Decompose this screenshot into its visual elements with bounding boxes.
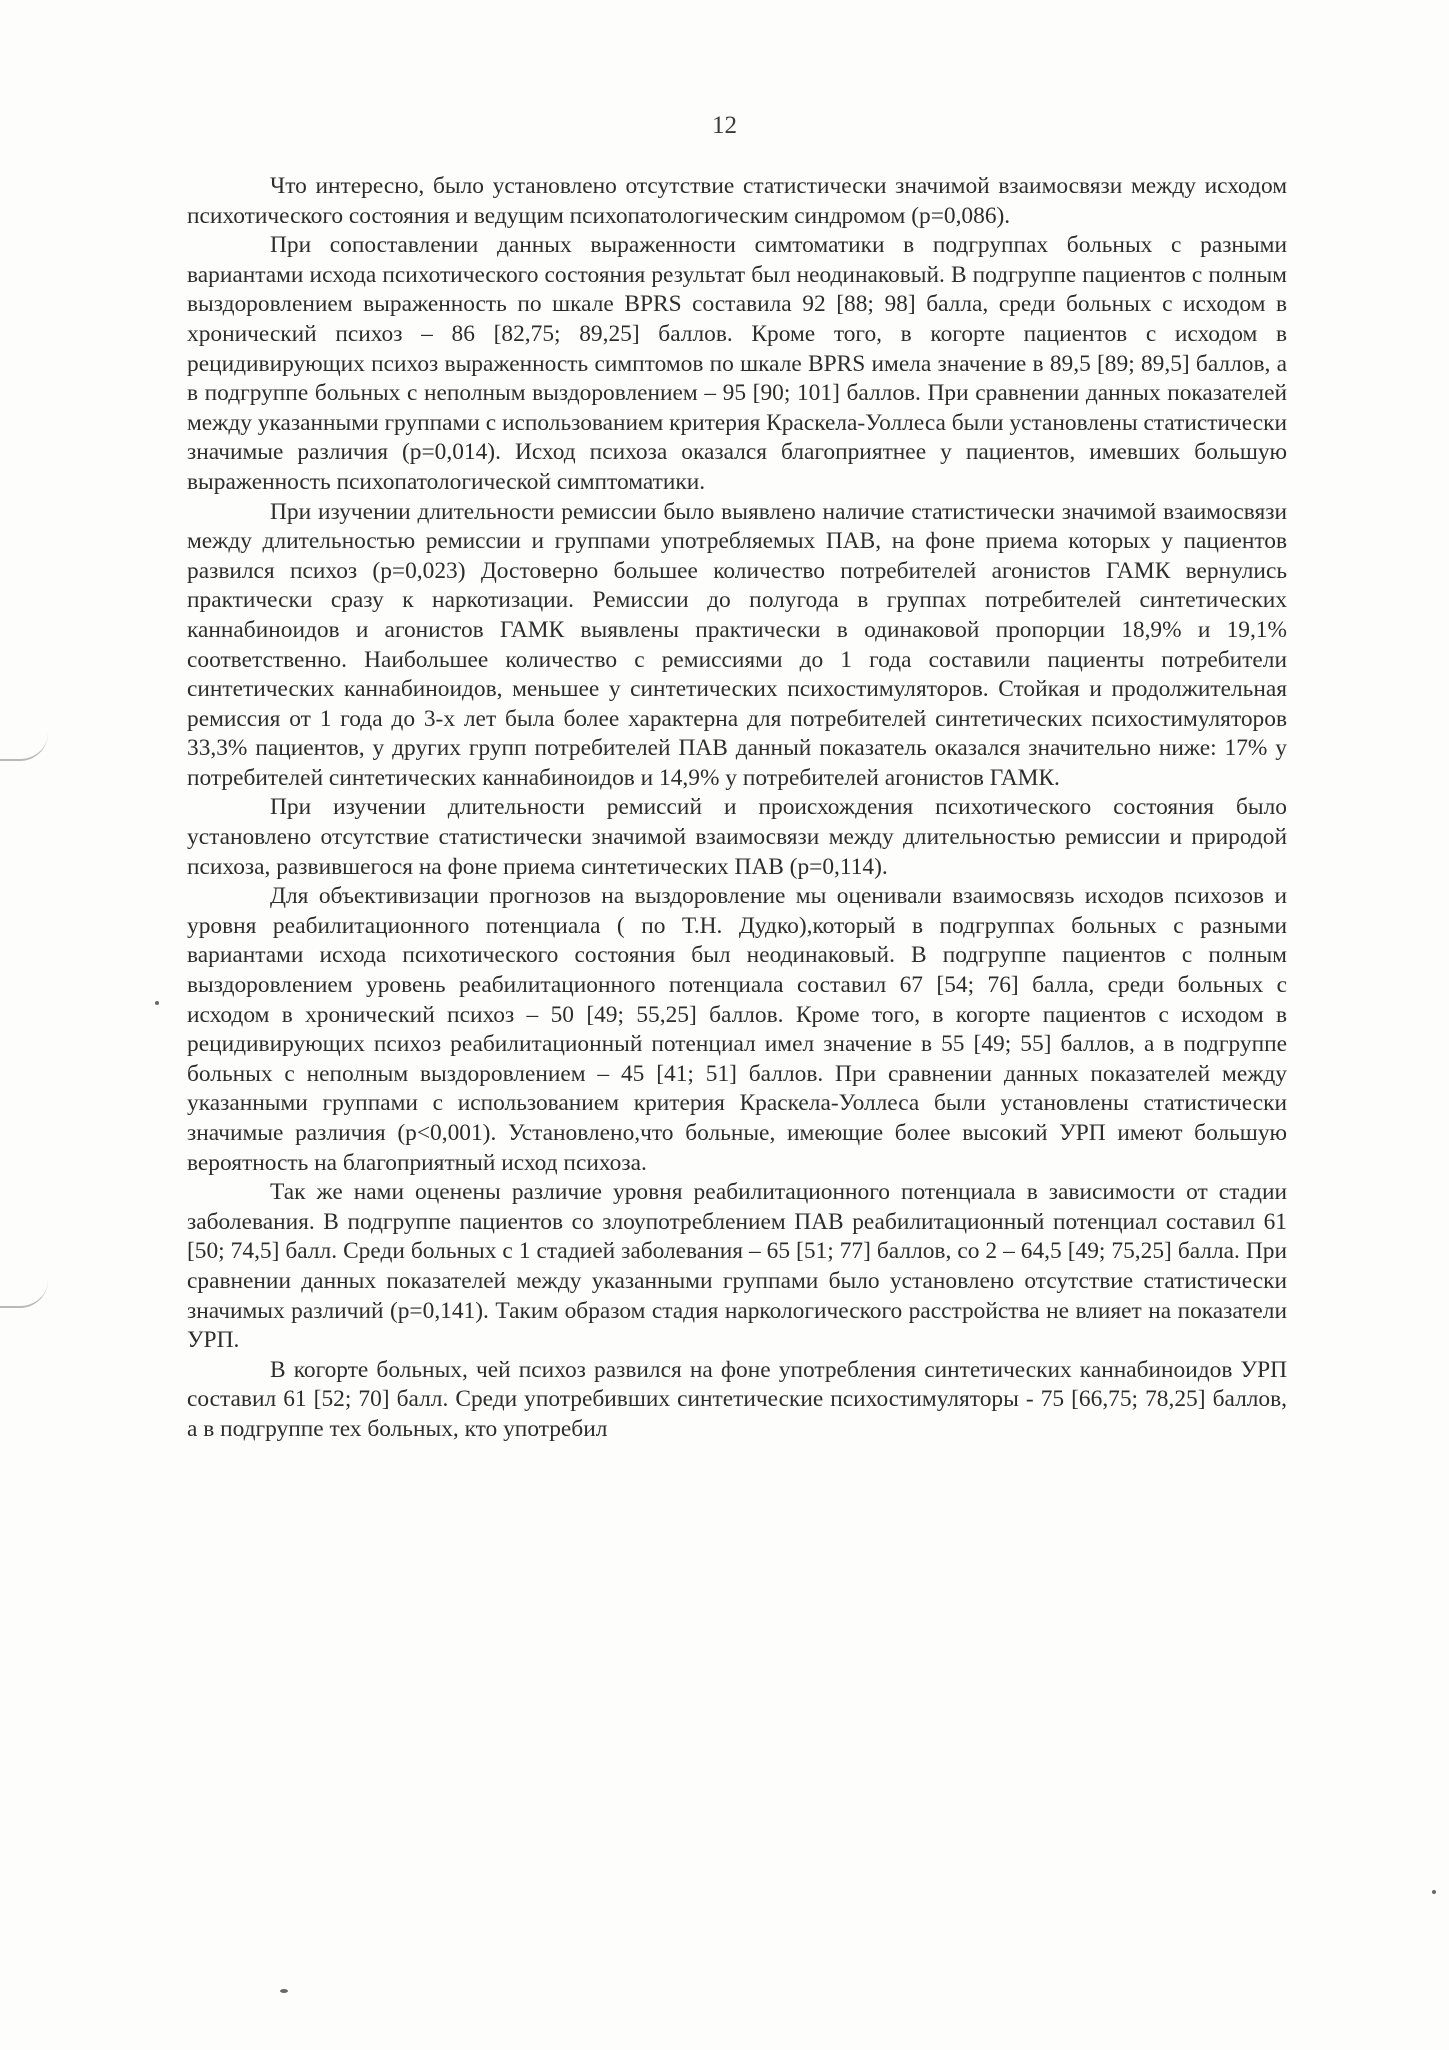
punch-hole-mark	[0, 1280, 48, 1308]
paragraph: Так же нами оценены различие уровня реабилитационного потенциала в зависимости от стадии заболевания. В подгруппе пациентов со злоупотреблением ПАВ реабилитационный потенциал составил 61 [50; 74,5] балл. Среди больных с 1 стадией заболевания – 65 [51; 77] баллов, со 2 – 64,5 [49; 75,25] балла. При сравнении данных показателей между указанными группами было установлено отсутствие статистически значимых различий (p=0,141). Таким образом стадия наркологического расстройства не влияет на показатели УРП.	[187, 1179, 1287, 1354]
scan-speck	[1432, 1890, 1436, 1894]
punch-hole-mark	[0, 733, 48, 761]
document-body	[187, 172, 1287, 1445]
paragraph: При сопоставлении данных выраженности симтоматики в подгруппах больных с разными вариантами исхода психотического состояния результат был неодинаковый. В подгруппе пациентов с полным выздоровлением выраженность по шкале BPRS составила 92 [88; 98] балла, среди больных с исходом в хронический психоз – 86 [82,75; 89,25] баллов. Кроме того, в когорте пациентов с исходом в рецидивирующих психоз выраженность симптомов по шкале BPRS имела значение в 89,5 [89; 89,5] баллов, а в подгруппе больных с неполным выздоровлением – 95 [90; 101] баллов. При сравнении данных показателей между указанными группами с использованием критерия Краскела-Уоллеса были установлены статистически значимые различия (p=0,014). Исход психоза оказался благоприятнее у пациентов, имевших большую выраженность психопатологической симптоматики.	[187, 232, 1287, 495]
paragraph: Что интересно, было установлено отсутствие статистически значимой взаимосвязи между исходом психотического состояния и ведущим психопатологическим синдромом (p=0,086).	[187, 173, 1287, 229]
paragraph: При изучении длительности ремиссии было выявлено наличие статистически значимой взаимосвязи между длительностью ремиссии и группами употребляемых ПАВ, на фоне приема которых у пациентов развился психоз (p=0,023) Достоверно большее количество потребителей агонистов ГАМК вернулись практически сразу к наркотизации. Ремиссии до полугода в группах потребителей синтетических каннабиноидов и агонистов ГАМК выявлены практически в одинаковой пропорции 18,9% и 19,1% соответственно. Наибольшее количество с ремиссиями до 1 года составили пациенты потребители синтетических каннабиноидов, меньшее у синтетических психостимуляторов. Стойкая и продолжительная ремиссия от 1 года до 3-х лет была более характерна для потребителей синтетических психостимуляторов 33,3% пациентов, у других групп потребителей ПАВ данный показатель оказался значительно ниже: 17% у потребителей синтетических каннабиноидов и 14,9% у потребителей агонистов ГАМК.	[187, 498, 1287, 791]
scan-speck	[280, 1989, 288, 1993]
page-number: 12	[712, 112, 737, 139]
paragraph: В когорте больных, чей психоз развился на фоне употребления синтетических каннабиноидов УРП составил 61 [52; 70] балл. Среди употребивших синтетические психостимуляторы - 75 [66,75; 78,25] баллов, а в подгруппе тех больных, кто употребил	[187, 1356, 1287, 1442]
paragraph: При изучении длительности ремиссий и происхождения психотического состояния было установлено отсутствие статистически значимой взаимосвязи между длительностью ремиссии и природой психоза, развившегося на фоне приема синтетических ПАВ (p=0,114).	[187, 794, 1287, 880]
scan-speck	[155, 1001, 159, 1005]
paragraph: Для объективизации прогнозов на выздоровление мы оценивали взаимосвязь исходов психозов и уровня реабилитационного потенциала ( по Т.Н. Дудко),который в подгруппах больных с разными вариантами исхода психотического состояния был неодинаковый. В подгруппе пациентов с полным выздоровлением уровень реабилитационного потенциала составил 67 [54; 76] балла, среди больных с исходом в хронический психоз – 50 [49; 55,25] баллов. Кроме того, в когорте пациентов с исходом в рецидивирующих психоз реабилитационный потенциал имел значение в 55 [49; 55] баллов, а в подгруппе больных с неполным выздоровлением – 45 [41; 51] баллов. При сравнении данных показателей между указанными группами с использованием критерия Краскела-Уоллеса были установлены статистически значимые различия (p<0,001). Установлено,что больные, имеющие более высокий УРП имеют большую вероятность на благоприятный исход психоза.	[187, 883, 1287, 1176]
